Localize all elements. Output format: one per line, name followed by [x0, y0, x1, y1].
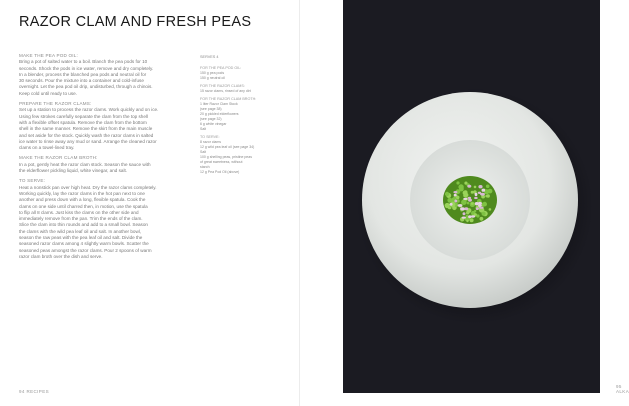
ingredient-line: (see page 32) — [200, 117, 222, 122]
pea — [445, 203, 450, 208]
step-text — [19, 185, 177, 261]
razor-clam-slice — [458, 204, 463, 207]
method-step — [19, 155, 177, 174]
pea — [486, 185, 490, 189]
pea — [470, 218, 474, 222]
razor-clam-slice — [475, 202, 479, 205]
razor-clam-slice — [478, 202, 482, 205]
step-line: Set up a station to process the razor clams. Work quickly and on ice. — [19, 107, 159, 113]
step-line: with a flexible offset spatula. Remove the clam from the bottom — [19, 119, 147, 125]
pea — [489, 208, 492, 211]
pea — [471, 202, 474, 205]
ingredient-line: 100 g shelling peas, pristine peas — [200, 155, 252, 160]
ingredient-line: 150 g pea pods — [200, 71, 225, 76]
step-line: Slice the clam into thin rounds and add to a small bowl. Season — [19, 222, 148, 228]
pea — [480, 217, 484, 221]
razor-clam-slice — [454, 200, 457, 203]
serves-label: SERVES 4 — [200, 55, 219, 59]
pea — [466, 211, 469, 214]
step-heading: MAKE THE PEA POD OIL: — [19, 53, 79, 58]
ingredient-group-heading: FOR THE PEA POD OIL: — [200, 66, 242, 71]
method-step — [19, 178, 177, 260]
step-line: the clams with the wild pea leaf oil and salt. In another bowl, — [19, 228, 142, 234]
method-step — [19, 53, 177, 97]
peas-and-clams — [443, 176, 497, 224]
ingredient-group — [200, 84, 268, 94]
step-line: seasoned peas amongst the razor clams. Pour 2 spoons of warm — [19, 247, 152, 253]
step-text — [19, 107, 177, 151]
step-line: and set aside for the stock. Quickly wash the razor clams in salted — [19, 132, 154, 138]
razor-clam-slice — [468, 199, 472, 202]
pea — [456, 196, 460, 200]
step-line: Heat a nonstick pan over high heat. Dry the razor clams completely. — [19, 184, 157, 190]
step-line: the elderflower pickling liquid, white vinegar, and salt. — [19, 168, 128, 174]
razor-clam-slice — [478, 192, 481, 194]
pea — [445, 192, 449, 196]
pea — [474, 210, 476, 212]
step-line: immediately remove from the pan. Trim the ends of the clam. — [19, 216, 143, 222]
step-line: seasoned razor clams among 4 slightly warm bowls. Scatter the — [19, 241, 149, 247]
step-text — [19, 162, 177, 175]
ingredient-line: 15 razor clams, rinsed of any dirt — [200, 89, 251, 94]
step-line: overnight. Let the pea pod oil drip, undisturbed, through a chinois. — [19, 84, 153, 90]
pea — [487, 194, 490, 197]
ingredient-group — [200, 66, 268, 81]
razor-clam-slice — [462, 217, 466, 219]
pea — [476, 214, 479, 217]
step-line: Bring a pot of salted water to a boil. Blanch the pea pods for 10 — [19, 59, 148, 65]
razor-clam-slice — [479, 207, 484, 209]
pea — [466, 215, 469, 218]
ingredient-line: Salt — [200, 127, 207, 132]
pea — [456, 181, 459, 184]
ingredient-line: 20 g pickled elderflowers — [200, 112, 239, 117]
step-line: clams on a towel-lined tray. — [19, 145, 75, 151]
step-line: 30 seconds. Pour the mixture into a container and cold-infuse — [19, 78, 144, 84]
razor-clam-slice — [471, 215, 475, 217]
ingredient-group — [200, 97, 268, 132]
razor-clam-slice — [476, 207, 479, 210]
step-line: In a blender, process the blanched pea pods and neutral oil for — [19, 71, 147, 77]
pea — [482, 202, 486, 206]
pea — [466, 220, 468, 222]
step-text — [19, 59, 177, 97]
step-heading: PREPARE THE RAZOR CLAMS: — [19, 101, 92, 107]
pea — [467, 202, 470, 205]
ingredient-line: 6 g white vinegar — [200, 122, 227, 127]
step-line: clams on one side until charred then, in motion, use the spatula — [19, 203, 148, 209]
ingredients-column — [200, 55, 268, 178]
step-heading: MAKE THE RAZOR CLAM BROTH: — [19, 155, 98, 161]
ingredient-line: 8 razor clams — [200, 140, 222, 145]
pea — [461, 199, 467, 205]
ingredient-group-heading: TO SERVE: — [200, 135, 220, 140]
recipe-title: RAZOR CLAM AND FRESH PEAS — [19, 14, 252, 30]
ingredient-line: (see page 38) — [200, 107, 222, 112]
step-line: seconds. Shock the pods in ice water, remove and dry completely. — [19, 65, 154, 71]
pea — [459, 187, 464, 192]
step-line: season the raw peas with the pea leaf oil and salt. Divide the — [19, 235, 143, 241]
ingredient-line: Salt — [200, 150, 207, 155]
razor-clam-slice — [454, 194, 457, 197]
razor-clam-slice — [453, 191, 457, 193]
dish-photo — [343, 0, 600, 393]
step-line: Working quickly, lay the razor clams in the hot pan next to one — [19, 190, 145, 196]
step-line: In a pot, gently heat the razor clam stock. Season the sauce with — [19, 161, 151, 167]
pea — [482, 212, 486, 216]
page-number-right: 95 ALKA — [616, 384, 629, 394]
step-heading: TO SERVE: — [19, 178, 46, 184]
step-line: razor clam broth over the dish and serve. — [19, 253, 103, 259]
ingredient-group — [200, 135, 268, 175]
ingredient-line: of great sweetness, without — [200, 160, 243, 165]
step-line: shell in the same manner. Remove the skirt from the main muscle — [19, 126, 153, 132]
step-line: ice water to rinse away any mud or sand. Arrange the cleaned razor — [19, 138, 157, 144]
razor-clam-slice — [463, 212, 466, 215]
ingredient-group-heading: FOR THE RAZOR CLAMS: — [200, 84, 245, 89]
method-step — [19, 101, 177, 151]
page-number-left: 94 RECIPES — [19, 389, 50, 394]
razor-clam-slice — [482, 189, 486, 192]
step-line: to flip all 8 clams. Just kiss the clams on the other side and — [19, 209, 139, 215]
razor-clam-slice — [475, 193, 478, 196]
ingredient-line: 12 g Pea Pod Oil (above) — [200, 170, 240, 175]
dish-illustration — [343, 0, 600, 393]
pea — [474, 186, 477, 189]
step-line: Using few strokes carefully separate the clam from the top shell — [19, 113, 148, 119]
pea — [463, 191, 468, 196]
razor-clam-slice — [463, 198, 467, 200]
razor-clam-slice — [467, 185, 471, 188]
step-line: another and press down with a long, flexible spatula. Cook the — [19, 197, 146, 203]
ingredient-line: 150 g neutral oil — [200, 76, 225, 81]
ingredient-group-heading: FOR THE RAZOR CLAM BROTH: — [200, 97, 257, 102]
razor-clam-slice — [464, 207, 468, 210]
ingredient-line: starch — [200, 165, 210, 170]
ingredient-line: 1 liter Razor Clam Stock — [200, 102, 238, 107]
left-page — [0, 0, 300, 406]
method-column — [19, 53, 177, 264]
step-line: Keep cold until ready to use. — [19, 90, 77, 96]
razor-clam-slice — [474, 197, 478, 199]
razor-clam-slice — [478, 185, 482, 188]
ingredient-line: 12 g wild pea leaf oil (see page 34) — [200, 145, 255, 150]
razor-clam-slice — [450, 203, 453, 206]
